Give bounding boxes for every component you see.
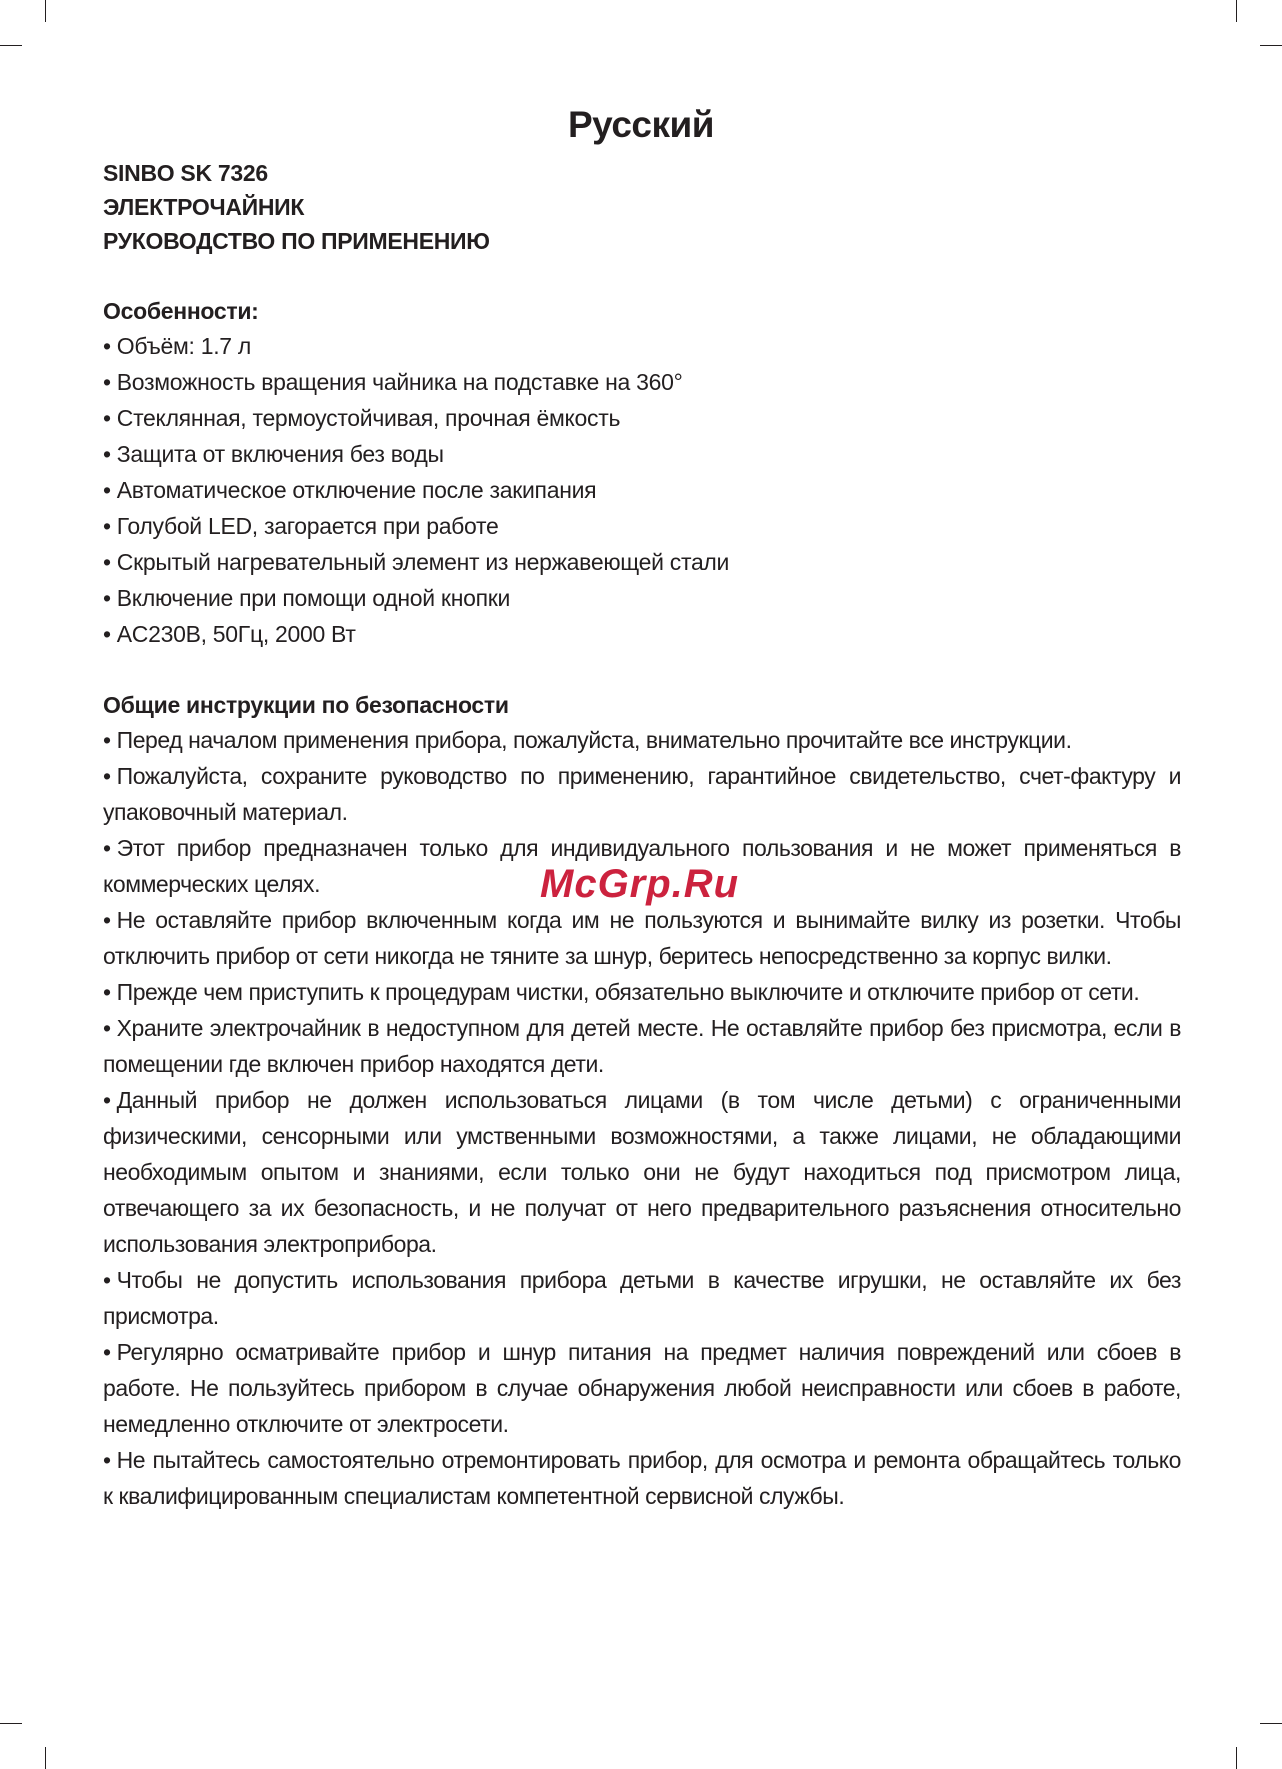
bullet-icon: •: [103, 1267, 111, 1293]
safety-text: Регулярно осматривайте прибор и шнур питания на предмет наличия повреждений или сбоев в работе. Не пользуйтесь прибором в случае обнаружения любой неисправности или сбоев в работе, немедленно отключите от электросети.: [103, 1339, 1181, 1437]
bullet-icon: •: [103, 1339, 111, 1365]
document-header: [103, 156, 1181, 258]
bullet-icon: •: [103, 1087, 111, 1113]
crop-mark-top-right-horizontal: [1260, 45, 1282, 46]
feature-item: [103, 436, 1181, 472]
feature-item: [103, 544, 1181, 580]
feature-item: [103, 580, 1181, 616]
feature-text: Возможность вращения чайника на подставке на 360°: [116, 369, 683, 395]
model-name: SINBO SK 7326: [103, 160, 268, 186]
safety-item: [103, 1010, 1181, 1082]
safety-text: Не оставляйте прибор включенным когда им не пользуются и вынимайте вилку из розетки. Чтобы отключить прибор от сети никогда не тяните за шнур, беритесь непосредственно за корпус вилки.: [103, 907, 1181, 969]
bullet-icon: •: [103, 835, 111, 861]
bullet-icon: •: [103, 907, 111, 933]
feature-item: [103, 400, 1181, 436]
safety-item: [103, 1262, 1181, 1334]
safety-item: [103, 758, 1181, 830]
crop-mark-bottom-right-vertical: [1236, 1747, 1237, 1769]
feature-text: Автоматическое отключение после закипания: [116, 477, 597, 503]
features-heading: Особенности:: [103, 298, 259, 324]
safety-item: [103, 902, 1181, 974]
bullet-icon: •: [103, 549, 111, 575]
bullet-icon: •: [103, 979, 111, 1005]
safety-text: Этот прибор предназначен только для индивидуального пользования и не может применяться в коммерческих целях.: [103, 835, 1181, 897]
safety-heading: Общие инструкции по безопасности: [103, 692, 509, 718]
feature-text: Включение при помощи одной кнопки: [116, 585, 511, 611]
crop-mark-bottom-left-vertical: [45, 1747, 46, 1769]
crop-mark-top-left-horizontal: [0, 45, 22, 46]
watermark-logo: McGrp.Ru: [540, 862, 740, 906]
crop-mark-top-right-vertical: [1236, 0, 1237, 22]
crop-mark-top-left-vertical: [45, 0, 46, 22]
bullet-icon: •: [103, 763, 111, 789]
bullet-icon: •: [103, 333, 111, 359]
bullet-icon: •: [103, 513, 111, 539]
safety-text: Не пытайтесь самостоятельно отремонтировать прибор, для осмотра и ремонта обращайтесь только к квалифицированным специалистам компетентной сервисной службы.: [103, 1447, 1181, 1509]
safety-list: [103, 722, 1181, 1514]
safety-text: Данный прибор не должен использоваться лицами (в том числе детьми) с ограниченными физическими, сенсорными или умственными возможностями, а также лицами, не обладающими необходимым опытом и знаниями, если только они не будут находиться под присмотром лица, отвечающего за их безопасность, и не получат от него предварительного разъяснения относительно использования электроприбора.: [103, 1087, 1181, 1257]
feature-text: Стеклянная, термоустойчивая, прочная ёмкость: [116, 405, 621, 431]
feature-item: [103, 328, 1181, 364]
feature-text: Голубой LED, загорается при работе: [116, 513, 499, 539]
safety-item: [103, 1334, 1181, 1442]
feature-item: [103, 364, 1181, 400]
safety-item: [103, 1442, 1181, 1514]
crop-mark-bottom-right-horizontal: [1260, 1723, 1282, 1724]
bullet-icon: •: [103, 621, 111, 647]
features-list: [103, 328, 1181, 652]
safety-item: [103, 722, 1181, 758]
bullet-icon: •: [103, 1015, 111, 1041]
safety-text: Чтобы не допустить использования прибора детьми в качестве игрушки, не оставляйте их без присмотра.: [103, 1267, 1181, 1329]
product-name: ЭЛЕКТРОЧАЙНИК: [103, 194, 305, 220]
feature-item: [103, 616, 1181, 652]
feature-item: [103, 472, 1181, 508]
manual-title: РУКОВОДСТВО ПО ПРИМЕНЕНИЮ: [103, 228, 490, 254]
safety-text: Пожалуйста, сохраните руководство по применению, гарантийное свидетельство, счет-фактуру и упаковочный материал.: [103, 763, 1181, 825]
bullet-icon: •: [103, 369, 111, 395]
page-title: Русский: [568, 104, 714, 145]
bullet-icon: •: [103, 1447, 111, 1473]
safety-item: [103, 974, 1181, 1010]
safety-text: Храните электрочайник в недоступном для детей месте. Не оставляйте прибор без присмотра, если в помещении где включен прибор находятся дети.: [103, 1015, 1181, 1077]
feature-text: Объём: 1.7 л: [116, 333, 252, 359]
bullet-icon: •: [103, 585, 111, 611]
feature-text: Защита от включения без воды: [116, 441, 444, 467]
bullet-icon: •: [103, 405, 111, 431]
crop-mark-bottom-left-horizontal: [0, 1723, 22, 1724]
safety-text: Перед началом применения прибора, пожалуйста, внимательно прочитайте все инструкции.: [116, 727, 1072, 753]
bullet-icon: •: [103, 727, 111, 753]
feature-text: AC230В, 50Гц, 2000 Вт: [116, 621, 356, 647]
bullet-icon: •: [103, 441, 111, 467]
safety-item: [103, 1082, 1181, 1262]
feature-text: Скрытый нагревательный элемент из нержавеющей стали: [116, 549, 730, 575]
bullet-icon: •: [103, 477, 111, 503]
document-body: [103, 156, 1181, 1514]
safety-text: Прежде чем приступить к процедурам чистки, обязательно выключите и отключите прибор от сети.: [116, 979, 1140, 1005]
feature-item: [103, 508, 1181, 544]
